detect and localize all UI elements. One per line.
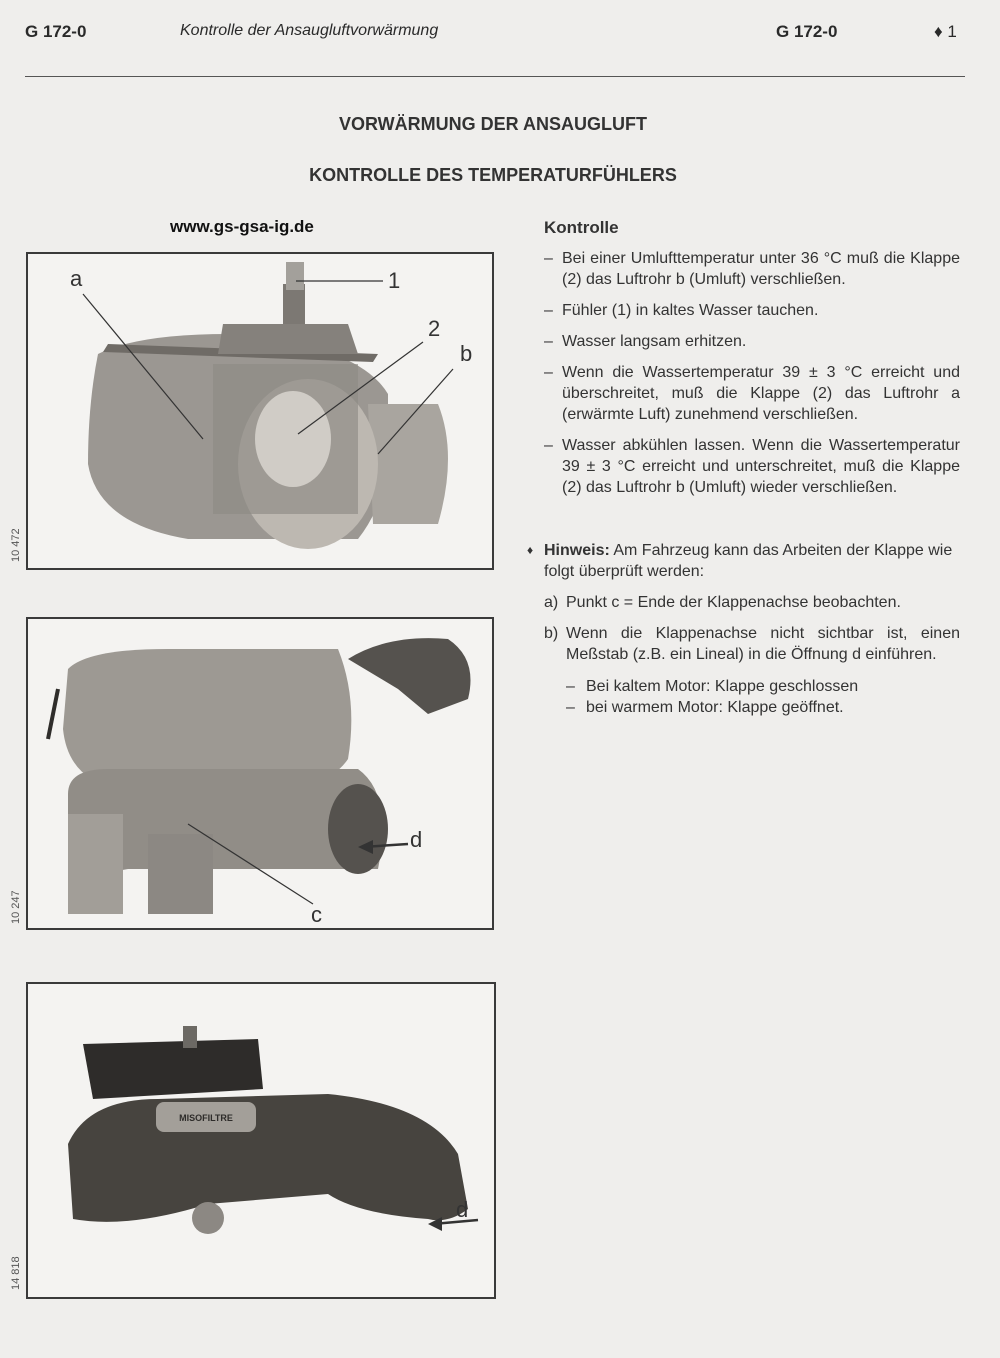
document-code-right: G 172-0 xyxy=(776,22,838,41)
step-dash: – xyxy=(566,678,575,695)
step-dash: – xyxy=(544,302,553,319)
page-number: ♦ 1 xyxy=(934,22,957,41)
hint-subitem xyxy=(566,676,960,697)
step-text: Bei einer Umlufttemperatur unter 36 °C muß die Klappe (2) das Luftrohr b (Umluft) verschließen. xyxy=(562,250,960,288)
callouts-figure-1 xyxy=(28,254,492,568)
check-step xyxy=(544,435,960,498)
callout-label: b xyxy=(460,341,473,366)
step-dash: – xyxy=(544,437,553,454)
arrow-head-icon xyxy=(428,1217,442,1231)
figure-intake-housing xyxy=(26,252,494,570)
step-dash: – xyxy=(566,699,575,716)
diamond-icon: ♦ xyxy=(527,543,534,557)
hint-item-text: Wenn die Klappenachse nicht sichtbar ist, einen Meßstab (z.B. ein Lineal) in die Öffnung d einführen. xyxy=(566,625,960,663)
main-heading: VORWÄRMUNG DER ANSAUGLUFT xyxy=(339,114,647,134)
callout-label: 2 xyxy=(428,316,441,341)
brand-plate: MISOFILTRE xyxy=(179,1113,233,1123)
figure-number: 14 818 xyxy=(10,1256,22,1290)
step-text: Wenn die Wassertemperatur 39 ± 3 °C erreicht und überschreitet, muß die Klappe (2) das Luftrohr a (erwärmte Luft) zunehmend verschließen. xyxy=(562,364,960,423)
step-text: Wasser abkühlen lassen. Wenn die Wassertemperatur 39 ± 3 °C erreicht und unterschreitet, muß die Klappe (2) das Luftrohr b (Umluft) wieder verschließen. xyxy=(562,437,960,496)
check-step xyxy=(544,248,960,290)
arrow-head-icon xyxy=(358,840,373,854)
figure-number: 10 247 xyxy=(10,890,22,924)
callout-line-2 xyxy=(298,342,423,434)
header-divider xyxy=(25,76,965,77)
hint-item xyxy=(544,623,960,665)
step-dash: – xyxy=(544,364,553,381)
callout-label: c xyxy=(311,902,322,927)
callout-line-b xyxy=(378,369,453,454)
callout-label: 1 xyxy=(388,268,401,293)
callout-label: d xyxy=(410,827,423,852)
step-text: Fühler (1) in kaltes Wasser tauchen. xyxy=(562,302,819,319)
callouts-figure-3 xyxy=(28,984,494,1297)
hint-item-label: a) xyxy=(544,594,559,611)
hint-subitem-text: bei warmem Motor: Klappe geöffnet. xyxy=(586,699,844,716)
hint-subitem-text: Bei kaltem Motor: Klappe geschlossen xyxy=(586,678,859,695)
step-text: Wasser langsam erhitzen. xyxy=(562,333,747,350)
hint-item xyxy=(544,592,960,613)
check-step xyxy=(544,331,960,352)
figure-number: 10 472 xyxy=(10,528,22,562)
hint-item-label: b) xyxy=(544,625,559,642)
hint-item-text: Punkt c = Ende der Klappenachse beobachten. xyxy=(566,594,901,611)
callout-line-a xyxy=(83,294,203,439)
check-step xyxy=(544,362,960,425)
header-title: Kontrolle der Ansaugluftvorwärmung xyxy=(180,22,439,39)
sub-heading: KONTROLLE DES TEMPERATURFÜHLERS xyxy=(309,165,677,185)
figure-intake-duct xyxy=(26,982,496,1299)
step-dash: – xyxy=(544,250,553,267)
callout-label: d xyxy=(456,1197,469,1222)
step-dash: – xyxy=(544,333,553,350)
check-step xyxy=(544,300,960,321)
hint-note xyxy=(527,540,960,582)
document-code-left: G 172-0 xyxy=(25,22,87,41)
figure-air-filter-housing xyxy=(26,617,494,930)
website-watermark: www.gs-gsa-ig.de xyxy=(170,217,314,236)
hint-subitem xyxy=(566,697,960,718)
callout-line-c xyxy=(188,824,313,904)
callout-label: a xyxy=(70,266,83,291)
hint-text: Am Fahrzeug kann das Arbeiten der Klappe wie folgt überprüft werden: xyxy=(544,542,953,580)
hint-label: Hinweis: xyxy=(544,542,610,559)
section-title-kontrolle: Kontrolle xyxy=(544,218,619,237)
callouts-figure-2 xyxy=(28,619,492,928)
